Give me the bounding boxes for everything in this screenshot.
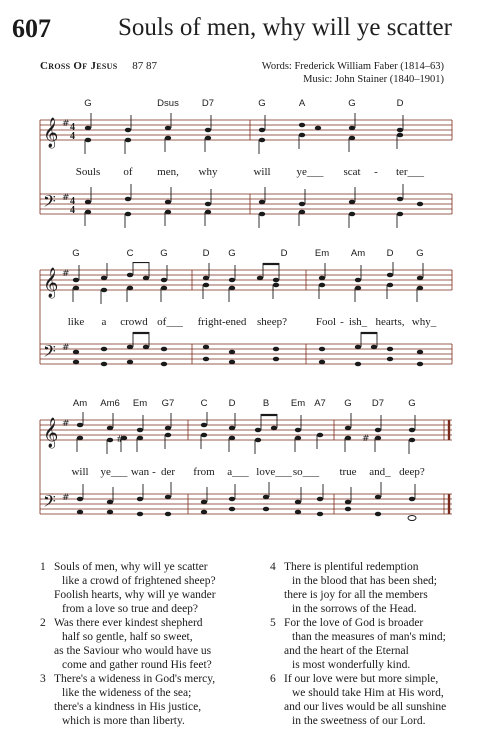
lyric-row-1 <box>0 166 480 180</box>
svg-text:4: 4 <box>70 196 75 207</box>
verse-line: than the measures of man's mind; <box>292 631 446 643</box>
verse-line: Souls of men, why will ye scatter <box>54 561 208 573</box>
chord-3-4: G7 <box>161 398 175 409</box>
chord-2-3: G <box>160 248 168 259</box>
verse-number: 4 <box>270 561 276 573</box>
lyric-3-10: true <box>339 466 357 478</box>
lyric-1-4: why <box>198 166 218 178</box>
verse-line: we should take Him at His word, <box>292 687 444 699</box>
tune-name: Cross Of Jesus <box>40 60 118 72</box>
chord-2-9: D <box>386 248 394 259</box>
chord-1-5: A <box>298 98 306 109</box>
lyric-3-9: so___ <box>292 466 320 478</box>
lyric-row-3 <box>0 466 480 480</box>
treble-clef-icon: 𝄞 <box>43 418 59 448</box>
credits <box>262 60 444 86</box>
chord-3-12: G <box>408 398 416 409</box>
lyric-3-4: - <box>152 466 156 478</box>
treble-clef-icon: 𝄞 <box>43 118 59 148</box>
verse-line: there is joy for all the members <box>284 589 428 601</box>
verse-line: from a love so true and deep? <box>62 603 199 615</box>
verse-number: 6 <box>270 673 276 685</box>
chord-3-11: D7 <box>371 398 385 409</box>
verse-line: There's a wideness in God's mercy, <box>54 673 216 685</box>
verse-number: 3 <box>40 673 46 685</box>
verse-line: There is plentiful redemption <box>284 561 419 573</box>
lyric-3-1: will <box>71 466 89 478</box>
svg-text:#: # <box>62 269 70 279</box>
words-credit: Words: Frederick William Faber (1814–63) <box>261 61 444 72</box>
bass-clef-icon: 𝄢 <box>43 341 56 365</box>
chord-2-2: C <box>126 248 134 259</box>
lyric-1-1: Souls <box>75 166 101 178</box>
hymn-title: Souls of men, why will ye scatter <box>118 14 452 41</box>
verse-line: there's a kindness in His justice, <box>54 701 202 713</box>
verse-line: If our love were but more simple, <box>284 673 439 685</box>
lyric-3-3: wan <box>130 466 150 478</box>
chord-row-2 <box>0 248 480 262</box>
verse-line: For the love of God is broader <box>284 617 424 629</box>
lyric-3-7: a___ <box>227 466 249 478</box>
chord-row-1 <box>0 98 480 112</box>
verse-line: in the sorrows of the Head. <box>292 603 417 615</box>
lyric-2-8: - <box>340 316 344 328</box>
chord-3-3: Em <box>132 398 148 409</box>
hymn-header <box>8 10 472 50</box>
lyric-2-9: ish_ <box>348 316 368 328</box>
svg-text:#: # <box>62 119 70 129</box>
verse-line: like the wideness of the sea; <box>62 687 192 699</box>
lyric-1-8: - <box>374 166 378 178</box>
verse-number: 1 <box>40 561 46 573</box>
tune-info <box>40 60 157 72</box>
lyric-2-11: why_ <box>411 316 437 328</box>
chord-3-2: Am6 <box>100 398 120 409</box>
chord-row-3 <box>0 398 480 412</box>
verse-line: Foolish hearts, why will ye wander <box>54 589 216 601</box>
chord-1-2: Dsus <box>157 98 179 109</box>
lyric-3-5: der <box>160 466 176 478</box>
chord-3-8: Em <box>290 398 306 409</box>
chord-1-4: G <box>258 98 266 109</box>
chord-1-7: D <box>396 98 404 109</box>
verse-line: in the sweetness of our Lord. <box>292 715 426 727</box>
verse-line: as the Saviour who would have us <box>54 645 212 657</box>
bass-clef-icon: 𝄢 <box>43 191 56 215</box>
lyric-1-3: men, <box>157 166 179 178</box>
lyric-2-7: Fool <box>315 316 337 328</box>
svg-text:#: # <box>62 493 70 503</box>
verse-line: Was there ever kindest shepherd <box>54 617 203 629</box>
chord-3-10: G <box>344 398 352 409</box>
chord-2-1: G <box>72 248 80 259</box>
tune-meter: 87 87 <box>132 60 157 72</box>
lyric-2-1: like <box>67 316 85 328</box>
verse-line: and the heart of the Eternal <box>284 645 409 657</box>
chord-1-1: G <box>84 98 92 109</box>
verse-line: half so gentle, half so sweet, <box>62 631 193 643</box>
lyric-row-2 <box>0 316 480 330</box>
chord-3-1: Am <box>72 398 88 409</box>
lyric-2-5: fright-ened <box>197 316 247 328</box>
hymn-number: 607 <box>12 14 51 43</box>
verse-number: 2 <box>40 617 46 629</box>
lyric-1-2: of <box>123 166 133 178</box>
chord-3-7: B <box>262 398 270 409</box>
bass-clef-icon: 𝄢 <box>43 491 56 515</box>
lyric-3-8: love___ <box>256 466 292 478</box>
svg-text:#: # <box>362 434 370 444</box>
chord-1-3: D7 <box>201 98 215 109</box>
chord-1-6: G <box>348 98 356 109</box>
lyric-3-6: from <box>193 466 215 478</box>
chord-2-10: G <box>416 248 424 259</box>
lyric-1-5: will <box>253 166 271 178</box>
chord-2-8: Am <box>350 248 366 259</box>
chord-3-6: D <box>228 398 236 409</box>
svg-text:#: # <box>116 435 124 445</box>
verse-line: which is more than liberty. <box>62 715 185 727</box>
lyric-1-7: scat <box>343 166 361 178</box>
svg-text:4: 4 <box>70 122 75 133</box>
svg-text:#: # <box>62 419 70 429</box>
lyric-2-6: sheep? <box>257 316 287 328</box>
chord-3-5: C <box>200 398 208 409</box>
verse-line: come and gather round His feet? <box>62 659 212 671</box>
svg-text:#: # <box>62 343 70 353</box>
music-credit: Music: John Stainer (1840–1901) <box>303 74 444 85</box>
chord-2-6: D <box>280 248 288 259</box>
verse-line: like a crowd of frightened sheep? <box>62 575 216 587</box>
lyric-2-3: crowd <box>120 316 148 328</box>
verse-line: in the blood that has been shed; <box>292 575 437 587</box>
lyric-2-4: of___ <box>157 316 183 328</box>
verse-line: and our lives would be all sunshine <box>284 701 447 713</box>
svg-text:4: 4 <box>70 131 75 142</box>
lyric-2-2: a <box>101 316 107 328</box>
lyric-2-10: hearts, <box>375 316 405 328</box>
verse-line: is most wonderfully kind. <box>292 659 411 671</box>
chord-2-7: Em <box>314 248 330 259</box>
lyric-1-6: ye___ <box>296 166 324 178</box>
chord-3-9: A7 <box>314 398 326 409</box>
chord-2-5: G <box>228 248 236 259</box>
lyric-3-12: deep? <box>399 466 425 478</box>
chord-2-4: D <box>202 248 210 259</box>
svg-text:#: # <box>62 193 70 203</box>
svg-text:4: 4 <box>70 205 75 216</box>
treble-clef-icon: 𝄞 <box>43 268 59 298</box>
lyric-3-2: ye___ <box>100 466 128 478</box>
lyric-3-11: and_ <box>369 466 391 478</box>
verse-number: 5 <box>270 617 276 629</box>
lyric-1-9: ter___ <box>395 166 425 178</box>
